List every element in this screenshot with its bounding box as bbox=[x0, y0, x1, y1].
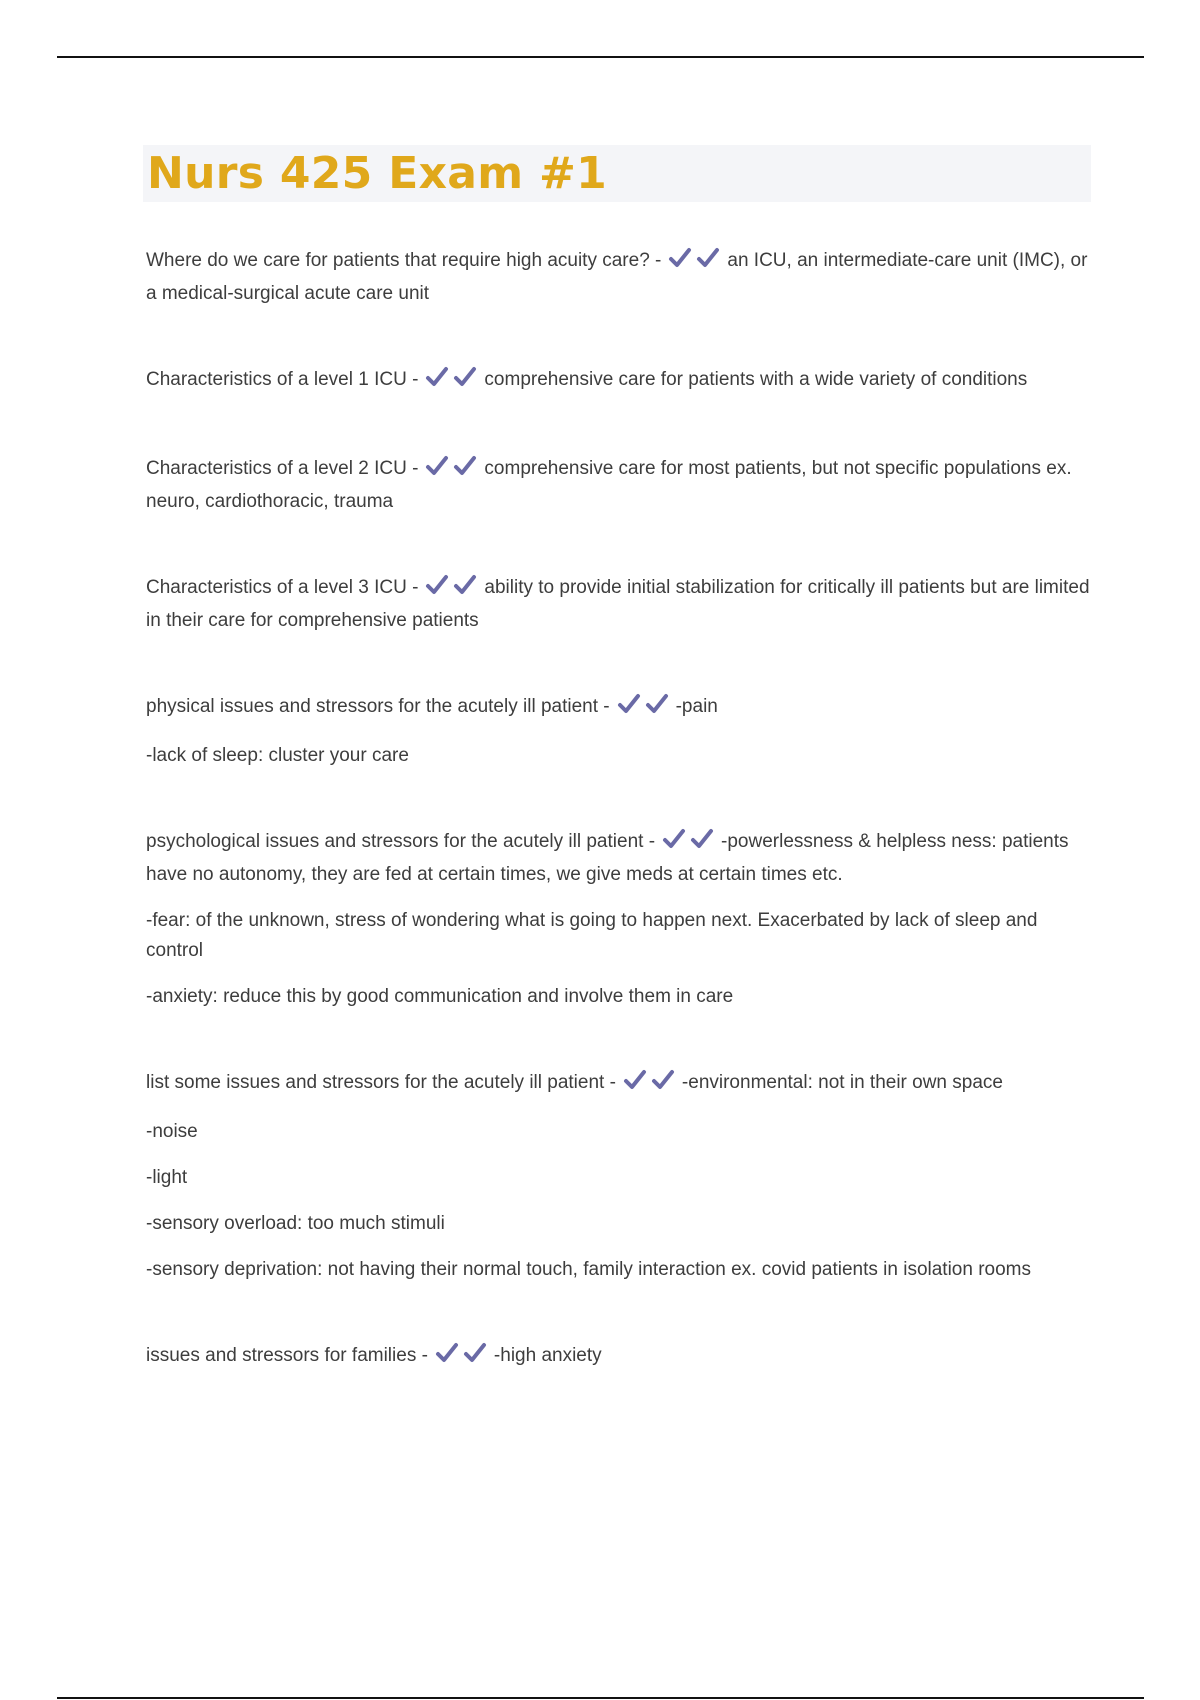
qa-line bbox=[146, 827, 1091, 890]
answer-checkmarks bbox=[424, 455, 480, 487]
qa-item bbox=[146, 246, 1091, 309]
answer-checkmarks bbox=[616, 693, 672, 725]
question-text: psychological issues and stressors for the acutely ill patient - bbox=[146, 831, 656, 852]
qa-line bbox=[146, 365, 1091, 398]
answer-extra-line: -noise bbox=[146, 1121, 198, 1142]
qa-item bbox=[146, 1341, 1091, 1374]
check-icon bbox=[452, 366, 478, 388]
answer-text: ability to provide initial stabilization for critically ill patients but are limited in their care for comprehensive patients bbox=[146, 577, 1090, 631]
answer-text: comprehensive care for patients with a wide variety of conditions bbox=[484, 369, 1028, 390]
check-icon bbox=[644, 693, 670, 715]
qa-item bbox=[146, 692, 1091, 771]
check-icon bbox=[689, 828, 715, 850]
answer-extra-line: -lack of sleep: cluster your care bbox=[146, 745, 409, 766]
qa-item bbox=[146, 573, 1091, 636]
page-title: Nurs 425 Exam #1 bbox=[147, 148, 608, 199]
answer-extra-line: -sensory overload: too much stimuli bbox=[146, 1213, 445, 1234]
check-icon bbox=[616, 693, 642, 715]
check-icon bbox=[434, 1342, 460, 1364]
check-icon bbox=[650, 1069, 676, 1091]
question-text: list some issues and stressors for the acutely ill patient - bbox=[146, 1072, 616, 1093]
qa-line bbox=[146, 573, 1091, 636]
answer-checkmarks bbox=[622, 1069, 678, 1101]
check-icon bbox=[462, 1342, 488, 1364]
question-text: Characteristics of a level 1 ICU - bbox=[146, 369, 419, 390]
qa-item bbox=[146, 827, 1091, 1012]
check-icon bbox=[452, 574, 478, 596]
qa-line bbox=[146, 1341, 1091, 1374]
qa-item bbox=[146, 1068, 1091, 1285]
check-icon bbox=[452, 455, 478, 477]
bottom-rule bbox=[57, 1697, 1144, 1699]
top-rule bbox=[57, 56, 1144, 58]
question-text: physical issues and stressors for the acutely ill patient - bbox=[146, 696, 610, 717]
answer-extra-line: -anxiety: reduce this by good communication and involve them in care bbox=[146, 986, 734, 1007]
qa-line bbox=[146, 454, 1091, 517]
check-icon bbox=[695, 247, 721, 269]
answer-extra-line: -fear: of the unknown, stress of wondering what is going to happen next. Exacerbated by lack of sleep and control bbox=[146, 910, 1038, 961]
check-icon bbox=[667, 247, 693, 269]
qa-line bbox=[146, 246, 1091, 309]
question-text: issues and stressors for families - bbox=[146, 1345, 428, 1366]
question-text: Characteristics of a level 3 ICU - bbox=[146, 577, 419, 598]
answer-checkmarks bbox=[434, 1342, 490, 1374]
qa-list bbox=[146, 246, 1091, 1430]
qa-item bbox=[146, 365, 1091, 398]
question-text: Where do we care for patients that require high acuity care? - bbox=[146, 250, 662, 271]
answer-checkmarks bbox=[424, 574, 480, 606]
answer-text: -environmental: not in their own space bbox=[681, 1072, 1003, 1093]
answer-text: -high anxiety bbox=[493, 1345, 602, 1366]
check-icon bbox=[424, 574, 450, 596]
check-icon bbox=[424, 455, 450, 477]
answer-checkmarks bbox=[424, 366, 480, 398]
check-icon bbox=[622, 1069, 648, 1091]
answer-extra-line: -light bbox=[146, 1167, 188, 1188]
answer-extra-line: -sensory deprivation: not having their normal touch, family interaction ex. covid patients in isolation rooms bbox=[146, 1259, 1031, 1280]
answer-checkmarks bbox=[667, 247, 723, 279]
answer-text: -pain bbox=[675, 696, 718, 717]
answer-checkmarks bbox=[661, 828, 717, 860]
answer-text: an ICU, an intermediate-care unit (IMC), or a medical-surgical acute care unit bbox=[146, 250, 1088, 304]
check-icon bbox=[424, 366, 450, 388]
check-icon bbox=[661, 828, 687, 850]
answer-text: comprehensive care for most patients, but not specific populations ex. neuro, cardiothoracic, trauma bbox=[146, 458, 1072, 512]
qa-line bbox=[146, 1068, 1091, 1101]
qa-line bbox=[146, 692, 1091, 725]
qa-item bbox=[146, 454, 1091, 517]
question-text: Characteristics of a level 2 ICU - bbox=[146, 458, 419, 479]
answer-text: -powerlessness & helpless ness: patients have no autonomy, they are fed at certain times, we give meds at certain times etc. bbox=[146, 831, 1069, 885]
